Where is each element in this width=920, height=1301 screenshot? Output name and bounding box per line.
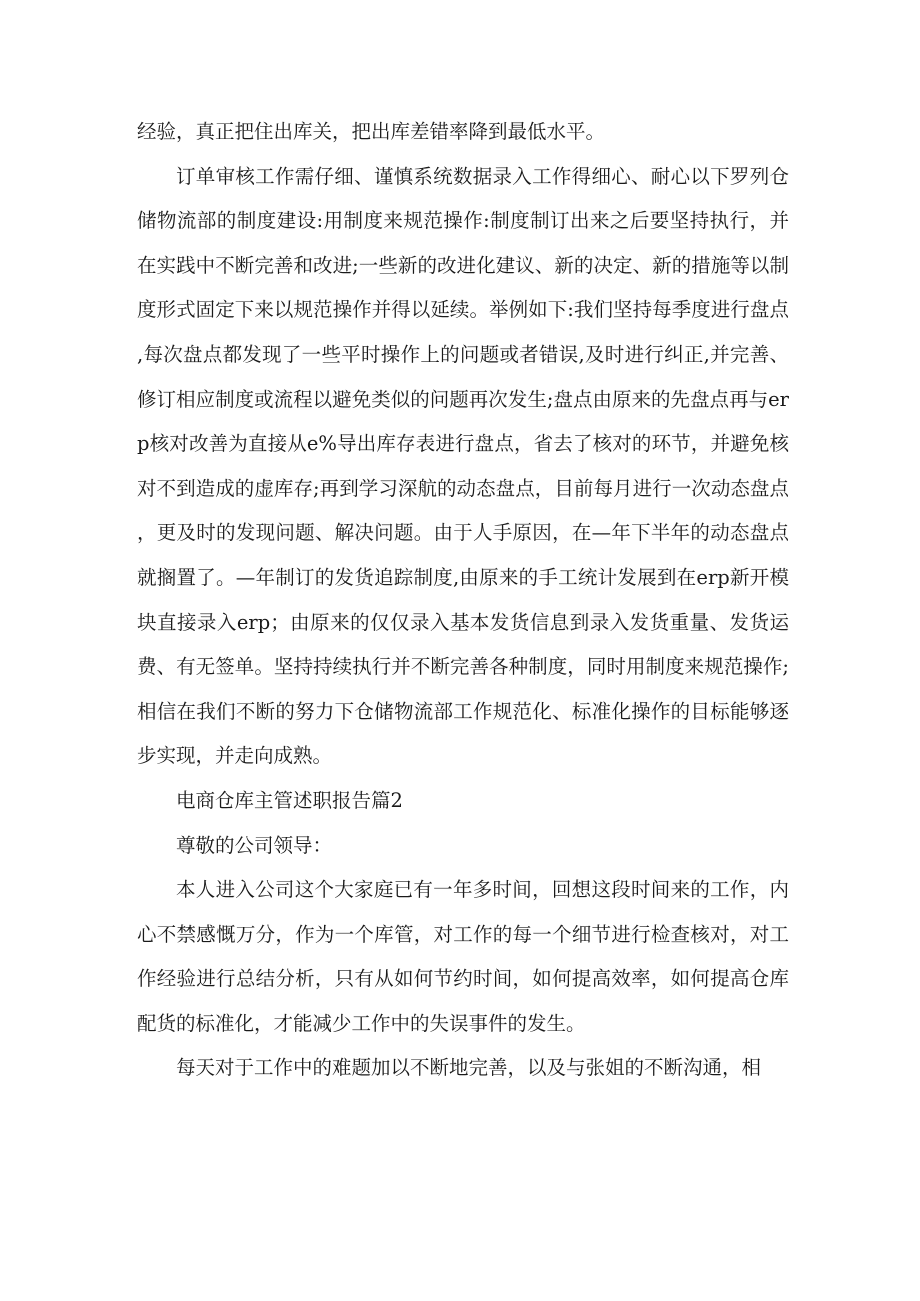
document-body	[137, 110, 789, 1091]
paragraph-daily-work: 每天对于工作中的难题加以不断地完善，以及与张姐的不断沟通，相	[176, 1056, 762, 1080]
section-heading: 电商仓库主管述职报告篇2	[176, 788, 403, 812]
paragraph-system-building: 订单审核工作需仔细、谨慎系统数据录入工作得细心、耐心以下罗列仓储物流部的制度建设:用制度来规范操作:制度制订出来之后要坚持执行，并在实践中不断完善和改进;一些新的改进化建议、新的决定、新的措施等以制度形式固定下来以规范操作并得以延续。举例如下:我们坚持每季度进行盘点,每次盘点都发现了一些平时操作上的问题或者错误,及时进行纠正,并完善、修订相应制度或流程以避免类似的问题再次发生;盘点由原来的先盘点再与erp核对改善为直接从e%导出库存表进行盘点，省去了核对的环节，并避免核对不到造成的虚库存;再到学习深航的动态盘点，目前每月进行一次动态盘点，更及时的发现问题、解决问题。由于人手原因，在—年下半年的动态盘点就搁置了。—年制订的发货追踪制度,由原来的手工统计发展到在erp新开模块直接录入erp；由原来的仅仅录入基本发货信息到录入发货重量、发货运费、有无签单。坚持持续执行并不断完善各种制度，同时用制度来规范操作;相信在我们不断的努力下仓储物流部工作规范化、标准化操作的目标能够逐步实现，并走向成熟。	[137, 164, 789, 768]
paragraph-introduction: 本人进入公司这个大家庭已有一年多时间，回想这段时间来的工作，内心不禁感慨万分，作为一个库管，对工作的每一个细节进行检查核对，对工作经验进行总结分析，只有从如何节约时间，如何提高效率，如何提高仓库配货的标准化，才能减少工作中的失误事件的发生。	[137, 878, 789, 1035]
paragraph-continuation: 经验，真正把住出库关，把出库差错率降到最低水平。	[137, 120, 606, 143]
salutation: 尊敬的公司领导：	[176, 833, 333, 857]
